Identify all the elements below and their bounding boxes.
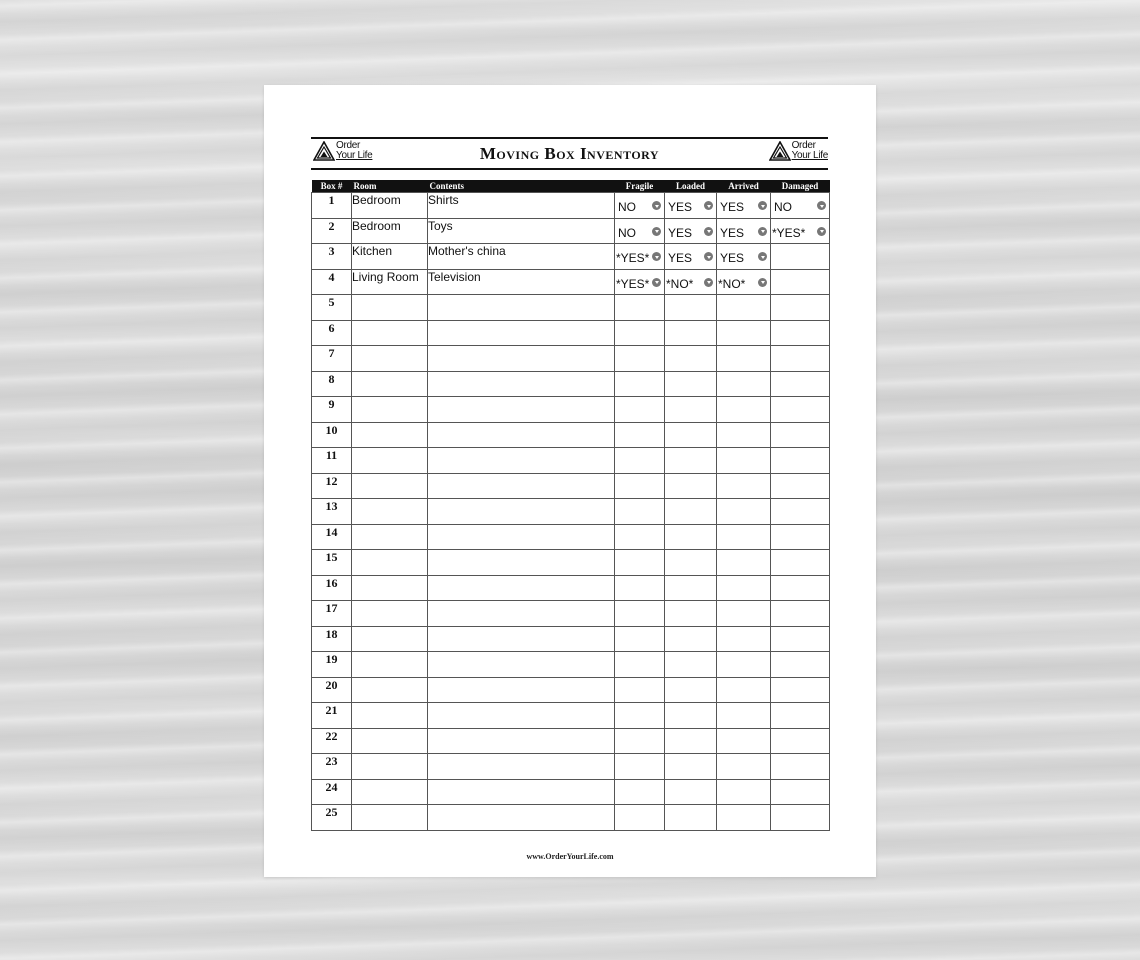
table-row <box>312 524 830 550</box>
damaged-select[interactable] <box>771 397 830 423</box>
fragile-select[interactable] <box>615 320 665 346</box>
fragile-select[interactable] <box>615 422 665 448</box>
contents-field[interactable]: Toys <box>428 218 615 244</box>
table-row <box>312 295 830 321</box>
dropdown-arrow-icon[interactable] <box>652 252 661 261</box>
loaded-select[interactable] <box>665 218 717 244</box>
arrived-select[interactable] <box>717 550 771 576</box>
box-number-cell: 14 <box>312 524 352 550</box>
damaged-select[interactable] <box>771 320 830 346</box>
loaded-select[interactable] <box>665 244 717 270</box>
table-row <box>312 269 830 295</box>
damaged-select[interactable] <box>771 652 830 678</box>
box-number-cell: 5 <box>312 295 352 321</box>
loaded-value: YES <box>668 251 693 265</box>
room-field[interactable] <box>352 295 428 321</box>
room-field[interactable]: Kitchen <box>352 244 428 270</box>
contents-field[interactable]: Television <box>428 269 615 295</box>
footer-url: www.OrderYourLife.com <box>526 852 614 861</box>
loaded-select[interactable] <box>665 524 717 550</box>
loaded-value: *NO* <box>666 276 694 291</box>
loaded-select[interactable] <box>665 397 717 423</box>
table-row <box>312 677 830 703</box>
arrived-value: YES <box>720 225 745 240</box>
contents-field[interactable] <box>428 754 615 780</box>
arrived-select[interactable] <box>717 346 771 372</box>
table-row <box>312 754 830 780</box>
box-number-cell: 20 <box>312 677 352 703</box>
room-field[interactable] <box>352 473 428 499</box>
damaged-select[interactable] <box>771 677 830 703</box>
contents-field[interactable] <box>428 371 615 397</box>
fragile-select[interactable] <box>615 626 665 652</box>
fragile-select[interactable] <box>615 652 665 678</box>
loaded-select[interactable] <box>665 754 717 780</box>
loaded-value: YES <box>668 200 693 214</box>
fragile-select[interactable] <box>615 703 665 729</box>
arrived-value: YES <box>720 200 745 214</box>
table-row <box>312 193 830 219</box>
loaded-select[interactable] <box>665 269 717 295</box>
fragile-select[interactable] <box>615 550 665 576</box>
table-row <box>312 448 830 474</box>
fragile-select[interactable] <box>615 805 665 831</box>
damaged-select[interactable] <box>771 779 830 805</box>
inventory-sheet <box>264 85 876 877</box>
damaged-select[interactable] <box>771 244 830 270</box>
loaded-select[interactable] <box>665 422 717 448</box>
damaged-select[interactable] <box>771 346 830 372</box>
fragile-select[interactable] <box>615 575 665 601</box>
arrived-select[interactable] <box>717 371 771 397</box>
room-field[interactable] <box>352 422 428 448</box>
contents-field[interactable] <box>428 422 615 448</box>
room-field[interactable] <box>352 703 428 729</box>
fragile-select[interactable] <box>615 754 665 780</box>
contents-field[interactable] <box>428 448 615 474</box>
room-field[interactable] <box>352 652 428 678</box>
damaged-select[interactable] <box>771 805 830 831</box>
arrived-select[interactable] <box>717 703 771 729</box>
table-row <box>312 499 830 525</box>
fragile-select[interactable] <box>615 728 665 754</box>
room-field[interactable] <box>352 550 428 576</box>
fragile-value: NO <box>618 200 636 214</box>
fragile-select[interactable] <box>615 193 665 219</box>
box-number-cell: 1 <box>312 193 352 219</box>
loaded-select[interactable] <box>665 473 717 499</box>
room-field[interactable] <box>352 601 428 627</box>
dropdown-arrow-icon[interactable] <box>758 278 767 287</box>
arrived-select[interactable] <box>717 524 771 550</box>
contents-field[interactable] <box>428 601 615 627</box>
fragile-value: NO <box>618 225 636 240</box>
arrived-select[interactable] <box>717 448 771 474</box>
arrived-select[interactable] <box>717 626 771 652</box>
box-number-cell: 10 <box>312 422 352 448</box>
header-fragile: Fragile <box>615 180 665 193</box>
brand-logo-right <box>769 141 828 161</box>
loaded-select[interactable] <box>665 626 717 652</box>
fragile-value: *YES* <box>616 251 650 265</box>
contents-field[interactable] <box>428 320 615 346</box>
dropdown-arrow-icon[interactable] <box>704 278 713 287</box>
fragile-select[interactable] <box>615 677 665 703</box>
fragile-select[interactable] <box>615 371 665 397</box>
dropdown-arrow-icon[interactable] <box>817 201 826 210</box>
header-room: Room <box>352 180 428 193</box>
arrived-select[interactable] <box>717 397 771 423</box>
contents-field[interactable]: Shirts <box>428 193 615 219</box>
box-number-cell: 17 <box>312 601 352 627</box>
arrived-select[interactable] <box>717 269 771 295</box>
brand-line-2: Your Life <box>791 150 828 161</box>
box-number-cell: 4 <box>312 269 352 295</box>
room-field[interactable]: Living Room <box>352 269 428 295</box>
arrived-select[interactable] <box>717 499 771 525</box>
room-field[interactable] <box>352 448 428 474</box>
loaded-select[interactable] <box>665 550 717 576</box>
room-field[interactable] <box>352 371 428 397</box>
contents-field[interactable]: Mother's china <box>428 244 615 270</box>
table-row <box>312 626 830 652</box>
contents-field[interactable] <box>428 805 615 831</box>
table-row <box>312 346 830 372</box>
dropdown-arrow-icon[interactable] <box>652 201 661 210</box>
brand-line-1: Order <box>791 140 816 151</box>
loaded-select[interactable] <box>665 601 717 627</box>
box-number-cell: 15 <box>312 550 352 576</box>
contents-field[interactable] <box>428 550 615 576</box>
header-contents: Contents <box>428 180 615 193</box>
arrived-select[interactable] <box>717 575 771 601</box>
table-row <box>312 397 830 423</box>
fragile-value: *YES* <box>616 276 650 291</box>
box-number-cell: 16 <box>312 575 352 601</box>
table-row <box>312 575 830 601</box>
table-header-row <box>312 180 830 193</box>
loaded-select[interactable] <box>665 193 717 219</box>
damaged-select[interactable] <box>771 295 830 321</box>
table-row <box>312 320 830 346</box>
arrived-select[interactable] <box>717 193 771 219</box>
loaded-select[interactable] <box>665 677 717 703</box>
damaged-select[interactable] <box>771 269 830 295</box>
box-number-cell: 18 <box>312 626 352 652</box>
fragile-select[interactable] <box>615 346 665 372</box>
fragile-select[interactable] <box>615 244 665 270</box>
arrived-select[interactable] <box>717 295 771 321</box>
contents-field[interactable] <box>428 524 615 550</box>
room-field[interactable] <box>352 779 428 805</box>
box-number-cell: 22 <box>312 728 352 754</box>
table-row <box>312 422 830 448</box>
header-box-number: Box # <box>312 180 352 193</box>
loaded-select[interactable] <box>665 371 717 397</box>
dropdown-arrow-icon[interactable] <box>652 278 661 287</box>
loaded-select[interactable] <box>665 652 717 678</box>
fragile-select[interactable] <box>615 601 665 627</box>
box-number-cell: 23 <box>312 754 352 780</box>
arrived-select[interactable] <box>717 805 771 831</box>
room-field[interactable] <box>352 346 428 372</box>
table-row <box>312 473 830 499</box>
brand-line-2: Your Life <box>336 150 373 161</box>
damaged-select[interactable] <box>771 728 830 754</box>
box-number-cell: 9 <box>312 397 352 423</box>
loaded-select[interactable] <box>665 779 717 805</box>
table-row <box>312 244 830 270</box>
damaged-select[interactable] <box>771 473 830 499</box>
fragile-select[interactable] <box>615 448 665 474</box>
contents-field[interactable] <box>428 295 615 321</box>
room-field[interactable] <box>352 754 428 780</box>
contents-field[interactable] <box>428 728 615 754</box>
damaged-select[interactable] <box>771 371 830 397</box>
damaged-select[interactable] <box>771 524 830 550</box>
loaded-select[interactable] <box>665 320 717 346</box>
header-arrived: Arrived <box>717 180 771 193</box>
loaded-select[interactable] <box>665 728 717 754</box>
contents-field[interactable] <box>428 652 615 678</box>
fragile-select[interactable] <box>615 397 665 423</box>
damaged-value: *YES* <box>772 225 806 240</box>
table-row <box>312 779 830 805</box>
table-row <box>312 371 830 397</box>
arrived-select[interactable] <box>717 754 771 780</box>
contents-field[interactable] <box>428 626 615 652</box>
contents-field[interactable] <box>428 499 615 525</box>
damaged-select[interactable] <box>771 550 830 576</box>
loaded-select[interactable] <box>665 575 717 601</box>
box-number-cell: 3 <box>312 244 352 270</box>
table-row <box>312 550 830 576</box>
damaged-select[interactable] <box>771 703 830 729</box>
loaded-select[interactable] <box>665 805 717 831</box>
header-loaded: Loaded <box>665 180 717 193</box>
box-number-cell: 13 <box>312 499 352 525</box>
box-number-cell: 7 <box>312 346 352 372</box>
arrived-select[interactable] <box>717 320 771 346</box>
room-field[interactable] <box>352 524 428 550</box>
box-number-cell: 2 <box>312 218 352 244</box>
document-title: Moving Box Inventory <box>479 144 660 163</box>
room-field[interactable] <box>352 805 428 831</box>
arrived-value: YES <box>720 251 745 265</box>
dropdown-arrow-icon[interactable] <box>704 227 713 236</box>
brand-wordmark <box>792 141 828 161</box>
damaged-value: NO <box>774 200 792 214</box>
box-number-cell: 25 <box>312 805 352 831</box>
table-row <box>312 218 830 244</box>
dropdown-arrow-icon[interactable] <box>704 201 713 210</box>
room-field[interactable] <box>352 575 428 601</box>
inventory-table <box>311 180 830 831</box>
document-header <box>311 137 828 170</box>
arrived-select[interactable] <box>717 218 771 244</box>
fragile-select[interactable] <box>615 473 665 499</box>
damaged-select[interactable] <box>771 422 830 448</box>
damaged-select[interactable] <box>771 218 830 244</box>
contents-field[interactable] <box>428 779 615 805</box>
table-row <box>312 805 830 831</box>
loaded-value: YES <box>668 225 693 240</box>
box-number-cell: 11 <box>312 448 352 474</box>
brand-line-1: Order <box>336 140 361 151</box>
room-field[interactable] <box>352 320 428 346</box>
damaged-select[interactable] <box>771 754 830 780</box>
contents-field[interactable] <box>428 346 615 372</box>
room-field[interactable] <box>352 728 428 754</box>
contents-field[interactable] <box>428 397 615 423</box>
loaded-select[interactable] <box>665 499 717 525</box>
fragile-select[interactable] <box>615 218 665 244</box>
loaded-select[interactable] <box>665 295 717 321</box>
dropdown-arrow-icon[interactable] <box>758 227 767 236</box>
loaded-select[interactable] <box>665 703 717 729</box>
damaged-select[interactable] <box>771 601 830 627</box>
arrived-select[interactable] <box>717 728 771 754</box>
arrived-select[interactable] <box>717 601 771 627</box>
contents-field[interactable] <box>428 473 615 499</box>
arrived-select[interactable] <box>717 677 771 703</box>
arrived-select[interactable] <box>717 473 771 499</box>
box-number-cell: 8 <box>312 371 352 397</box>
arrived-select[interactable] <box>717 422 771 448</box>
room-field[interactable] <box>352 677 428 703</box>
contents-field[interactable] <box>428 575 615 601</box>
fragile-select[interactable] <box>615 499 665 525</box>
box-number-cell: 21 <box>312 703 352 729</box>
arrived-select[interactable] <box>717 779 771 805</box>
box-number-cell: 6 <box>312 320 352 346</box>
dropdown-arrow-icon[interactable] <box>652 227 661 236</box>
loaded-select[interactable] <box>665 346 717 372</box>
table-row <box>312 728 830 754</box>
table-row <box>312 703 830 729</box>
fragile-select[interactable] <box>615 269 665 295</box>
damaged-select[interactable] <box>771 626 830 652</box>
room-field[interactable] <box>352 626 428 652</box>
room-field[interactable] <box>352 499 428 525</box>
room-field[interactable]: Bedroom <box>352 218 428 244</box>
dropdown-arrow-icon[interactable] <box>817 227 826 236</box>
dropdown-arrow-icon[interactable] <box>758 201 767 210</box>
damaged-select[interactable] <box>771 193 830 219</box>
fragile-select[interactable] <box>615 779 665 805</box>
damaged-select[interactable] <box>771 448 830 474</box>
contents-field[interactable] <box>428 677 615 703</box>
dropdown-arrow-icon[interactable] <box>704 252 713 261</box>
damaged-select[interactable] <box>771 575 830 601</box>
box-number-cell: 19 <box>312 652 352 678</box>
fragile-select[interactable] <box>615 524 665 550</box>
box-number-cell: 12 <box>312 473 352 499</box>
arrived-value: *NO* <box>718 276 746 291</box>
box-number-cell: 24 <box>312 779 352 805</box>
table-row <box>312 601 830 627</box>
damaged-select[interactable] <box>771 499 830 525</box>
arrived-select[interactable] <box>717 244 771 270</box>
fragile-select[interactable] <box>615 295 665 321</box>
loaded-select[interactable] <box>665 448 717 474</box>
triangle-logo-icon <box>769 141 791 161</box>
header-damaged: Damaged <box>771 180 830 193</box>
table-row <box>312 652 830 678</box>
room-field[interactable]: Bedroom <box>352 193 428 219</box>
dropdown-arrow-icon[interactable] <box>758 252 767 261</box>
contents-field[interactable] <box>428 703 615 729</box>
arrived-select[interactable] <box>717 652 771 678</box>
room-field[interactable] <box>352 397 428 423</box>
